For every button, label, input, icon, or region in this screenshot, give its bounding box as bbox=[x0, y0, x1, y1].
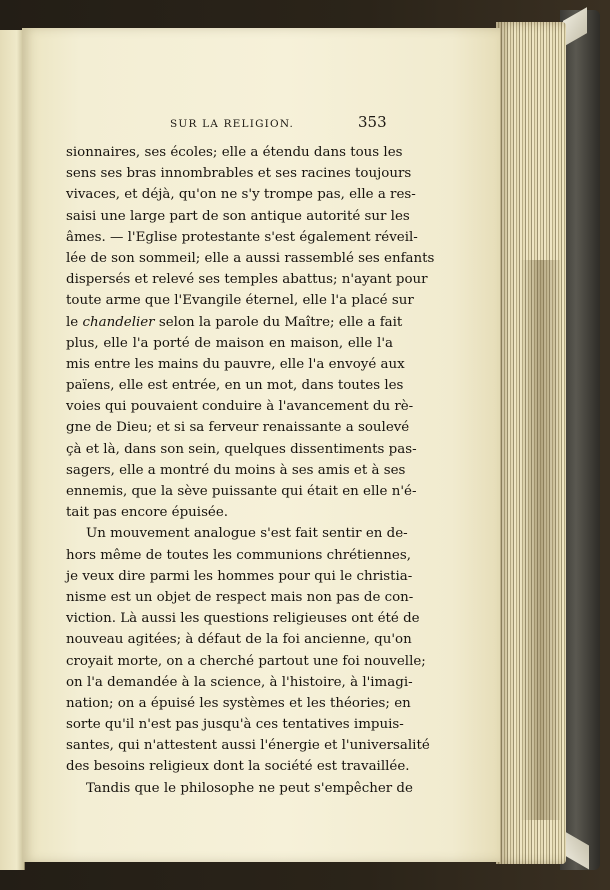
text-line: nisme est un objet de respect mais non pas de con- bbox=[66, 589, 414, 605]
italic-word: chandelier bbox=[82, 314, 155, 330]
text-line: ennemis, que la sève puissante qui était en elle n'é- bbox=[66, 484, 417, 499]
page-edge-shadow bbox=[520, 260, 560, 820]
text-line: nouveau agitées; à défaut de la foi ancienne, qu'on bbox=[66, 632, 412, 648]
paragraph-start-line: Un mouvement analogue s'est fait sentir en de- bbox=[86, 526, 408, 542]
text-line: toute arme que l'Evangile éternel, elle l'a placé sur bbox=[66, 293, 414, 309]
text-line: des besoins religieux dont la société est travaillée. bbox=[66, 759, 410, 775]
text-line-with-italic bbox=[66, 312, 403, 333]
paragraph-start-line: Tandis que le philosophe ne peut s'empêcher de bbox=[86, 780, 413, 796]
text-line: çà et là, dans son sein, quelques dissentiments pas- bbox=[66, 441, 417, 457]
text-line: croyait morte, on a cherché partout une foi nouvelle; bbox=[66, 653, 426, 669]
text-line: sorte qu'il n'est pas jusqu'à ces tentatives impuis- bbox=[66, 717, 404, 733]
text-line: mis entre les mains du pauvre, elle l'a envoyé aux bbox=[66, 356, 405, 372]
text-line: je veux dire parmi les hommes pour qui le christia- bbox=[66, 568, 413, 584]
text-line: on l'a demandée à la science, à l'histoire, à l'imagi- bbox=[66, 674, 413, 690]
text-line: âmes. — l'Eglise protestante s'est également réveil- bbox=[66, 229, 418, 245]
text-line: viction. Là aussi les questions religieuses ont été de bbox=[66, 611, 420, 627]
text-line: voies qui pouvaient conduire à l'avancement du rè- bbox=[66, 399, 414, 415]
page-number: 353 bbox=[358, 113, 387, 131]
book-page bbox=[22, 28, 500, 862]
text-line: lée de son sommeil; elle a aussi rassemblé ses enfants bbox=[66, 250, 435, 266]
text-line: nation; on a épuisé les systèmes et les théories; en bbox=[66, 695, 411, 711]
text-line: sionnaires, ses écoles; elle a étendu dans tous les bbox=[66, 145, 403, 160]
book-back-cover bbox=[560, 10, 600, 870]
line-text-after: selon la parole du Maître; elle a fait bbox=[154, 314, 403, 330]
text-line: santes, qui n'attestent aussi l'énergie et l'universalité bbox=[66, 738, 430, 754]
line-text-before: le bbox=[66, 314, 83, 330]
text-line: dispersés et relevé ses temples abattus; n'ayant pour bbox=[66, 272, 428, 288]
text-line: païens, elle est entrée, en un mot, dans toutes les bbox=[66, 378, 404, 394]
text-line: vivaces, et déjà, qu'on ne s'y trompe pas, elle a res- bbox=[66, 187, 416, 203]
text-line: sens ses bras innombrables et ses racines toujours bbox=[66, 166, 412, 182]
running-head: SUR LA RELIGION. bbox=[170, 118, 295, 130]
text-line: gne de Dieu; et si sa ferveur renaissante a soulevé bbox=[66, 420, 410, 436]
text-line: tait pas encore épuisée. bbox=[66, 505, 229, 521]
body-text bbox=[66, 142, 435, 799]
text-line: saisi une large part de son antique autorité sur les bbox=[66, 208, 410, 224]
text-line: hors même de toutes les communions chrétiennes, bbox=[66, 547, 411, 563]
text-line: sagers, elle a montré du moins à ses amis et à ses bbox=[66, 462, 406, 478]
text-line: plus, elle l'a porté de maison en maison, elle l'a bbox=[66, 335, 393, 351]
page-header bbox=[22, 113, 500, 136]
